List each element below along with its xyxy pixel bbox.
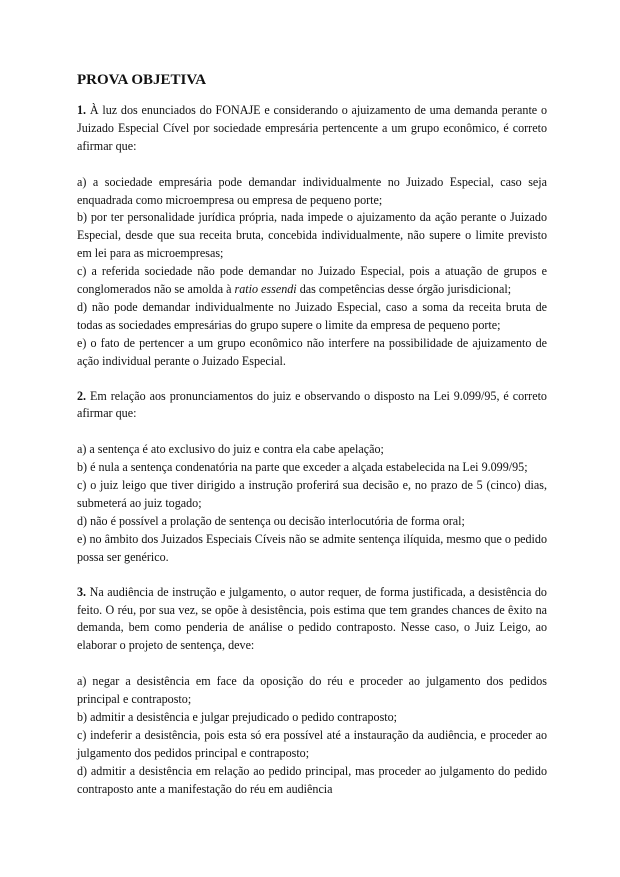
- option-list: [77, 174, 547, 371]
- question-1: [77, 102, 547, 371]
- option-text: das competências desse órgão jurisdicional;: [296, 282, 512, 297]
- option-a: a) negar a desistência em face da oposição do réu e proceder ao julgamento dos pedidos principal e contraposto;: [77, 674, 547, 707]
- question-2: [77, 388, 547, 567]
- option-d: d) admitir a desistência em relação ao pedido principal, mas proceder ao julgamento do pedido contraposto ante a manifestação do réu em audiência: [77, 763, 547, 796]
- option-a: a) a sentença é ato exclusivo do juiz e contra ela cabe apelação;: [77, 442, 384, 457]
- option-c: [77, 263, 547, 299]
- option-a: a) a sociedade empresária pode demandar individualmente no Juizado Especial, caso seja enquadrada como microempresa ou empresa de pequeno porte;: [77, 174, 547, 207]
- option-b: b) por ter personalidade jurídica própria, nada impede o ajuizamento da ação perante o Juizado Especial, desde que sua receita bruta, concebida individualmente, não supere o limite previsto em lei para as microempresas;: [77, 210, 547, 261]
- option-text: c) a referida sociedade não pode demandar no Juizado Especial, pois a atuação de grupos e conglomerados não se amolda à: [77, 264, 547, 297]
- question-stem: [77, 584, 547, 656]
- option-d: d) não pode demandar individualmente no Juizado Especial, caso a soma da receita bruta de todas as sociedades empresárias do grupo supere o limite da empresa de pequeno porte;: [77, 299, 547, 332]
- question-number: 1.: [77, 103, 87, 117]
- option-list: [77, 441, 547, 566]
- option-d: d) não é possível a prolação de sentença ou decisão interlocutória de forma oral;: [77, 513, 465, 528]
- option-b: b) admitir a desistência e julgar prejudicado o pedido contraposto;: [77, 709, 398, 724]
- option-c: c) indeferir a desistência, pois esta só era possível até a instauração da audiência, e proceder ao julgamento dos pedidos principal e contraposto;: [77, 727, 547, 760]
- question-number: 3.: [77, 584, 87, 599]
- question-text: À luz dos enunciados do FONAJE e considerando o ajuizamento de uma demanda perante o Juizado Especial Cível por sociedade empresária pertencente a um grupo econômico, é correto afirmar que:: [77, 103, 547, 153]
- question-text: Na audiência de instrução e julgamento, o autor requer, de forma justificada, a desistência do feito. O réu, por sua vez, se opõe à desistência, pois estima que tem grandes chances de êxito na demanda, bem como penderia de análise o pedido contraposto. Nesse caso, o Juiz Leigo, ao elaborar o projeto de sentença, deve:: [77, 584, 547, 653]
- document-page: [77, 70, 547, 815]
- option-e: e) o fato de pertencer a um grupo econômico não interfere na possibilidade de ajuizamento de ação individual perante o Juizado Especial.: [77, 335, 547, 368]
- question-number: 2.: [77, 388, 87, 403]
- question-stem: [77, 388, 547, 424]
- option-c: c) o juiz leigo que tiver dirigido a instrução proferirá sua decisão e, no prazo de 5 (cinco) dias, submeterá ao juiz togado;: [77, 478, 547, 510]
- question-text: Em relação aos pronunciamentos do juiz e observando o disposto na Lei 9.099/95, é correto afirmar que:: [77, 388, 547, 421]
- document-title: PROVA OBJETIVA: [77, 72, 207, 88]
- question-3: [77, 584, 547, 799]
- option-e: e) no âmbito dos Juizados Especiais Cíveis não se admite sentença ilíquida, mesmo que o pedido possa ser genérico.: [77, 531, 547, 564]
- emphasized-term: ratio essendi: [234, 282, 297, 297]
- option-b: b) é nula a sentença condenatória na parte que exceder a alçada estabelecida na Lei 9.099/95;: [77, 460, 528, 475]
- option-list: [77, 673, 547, 798]
- question-stem: [77, 102, 547, 156]
